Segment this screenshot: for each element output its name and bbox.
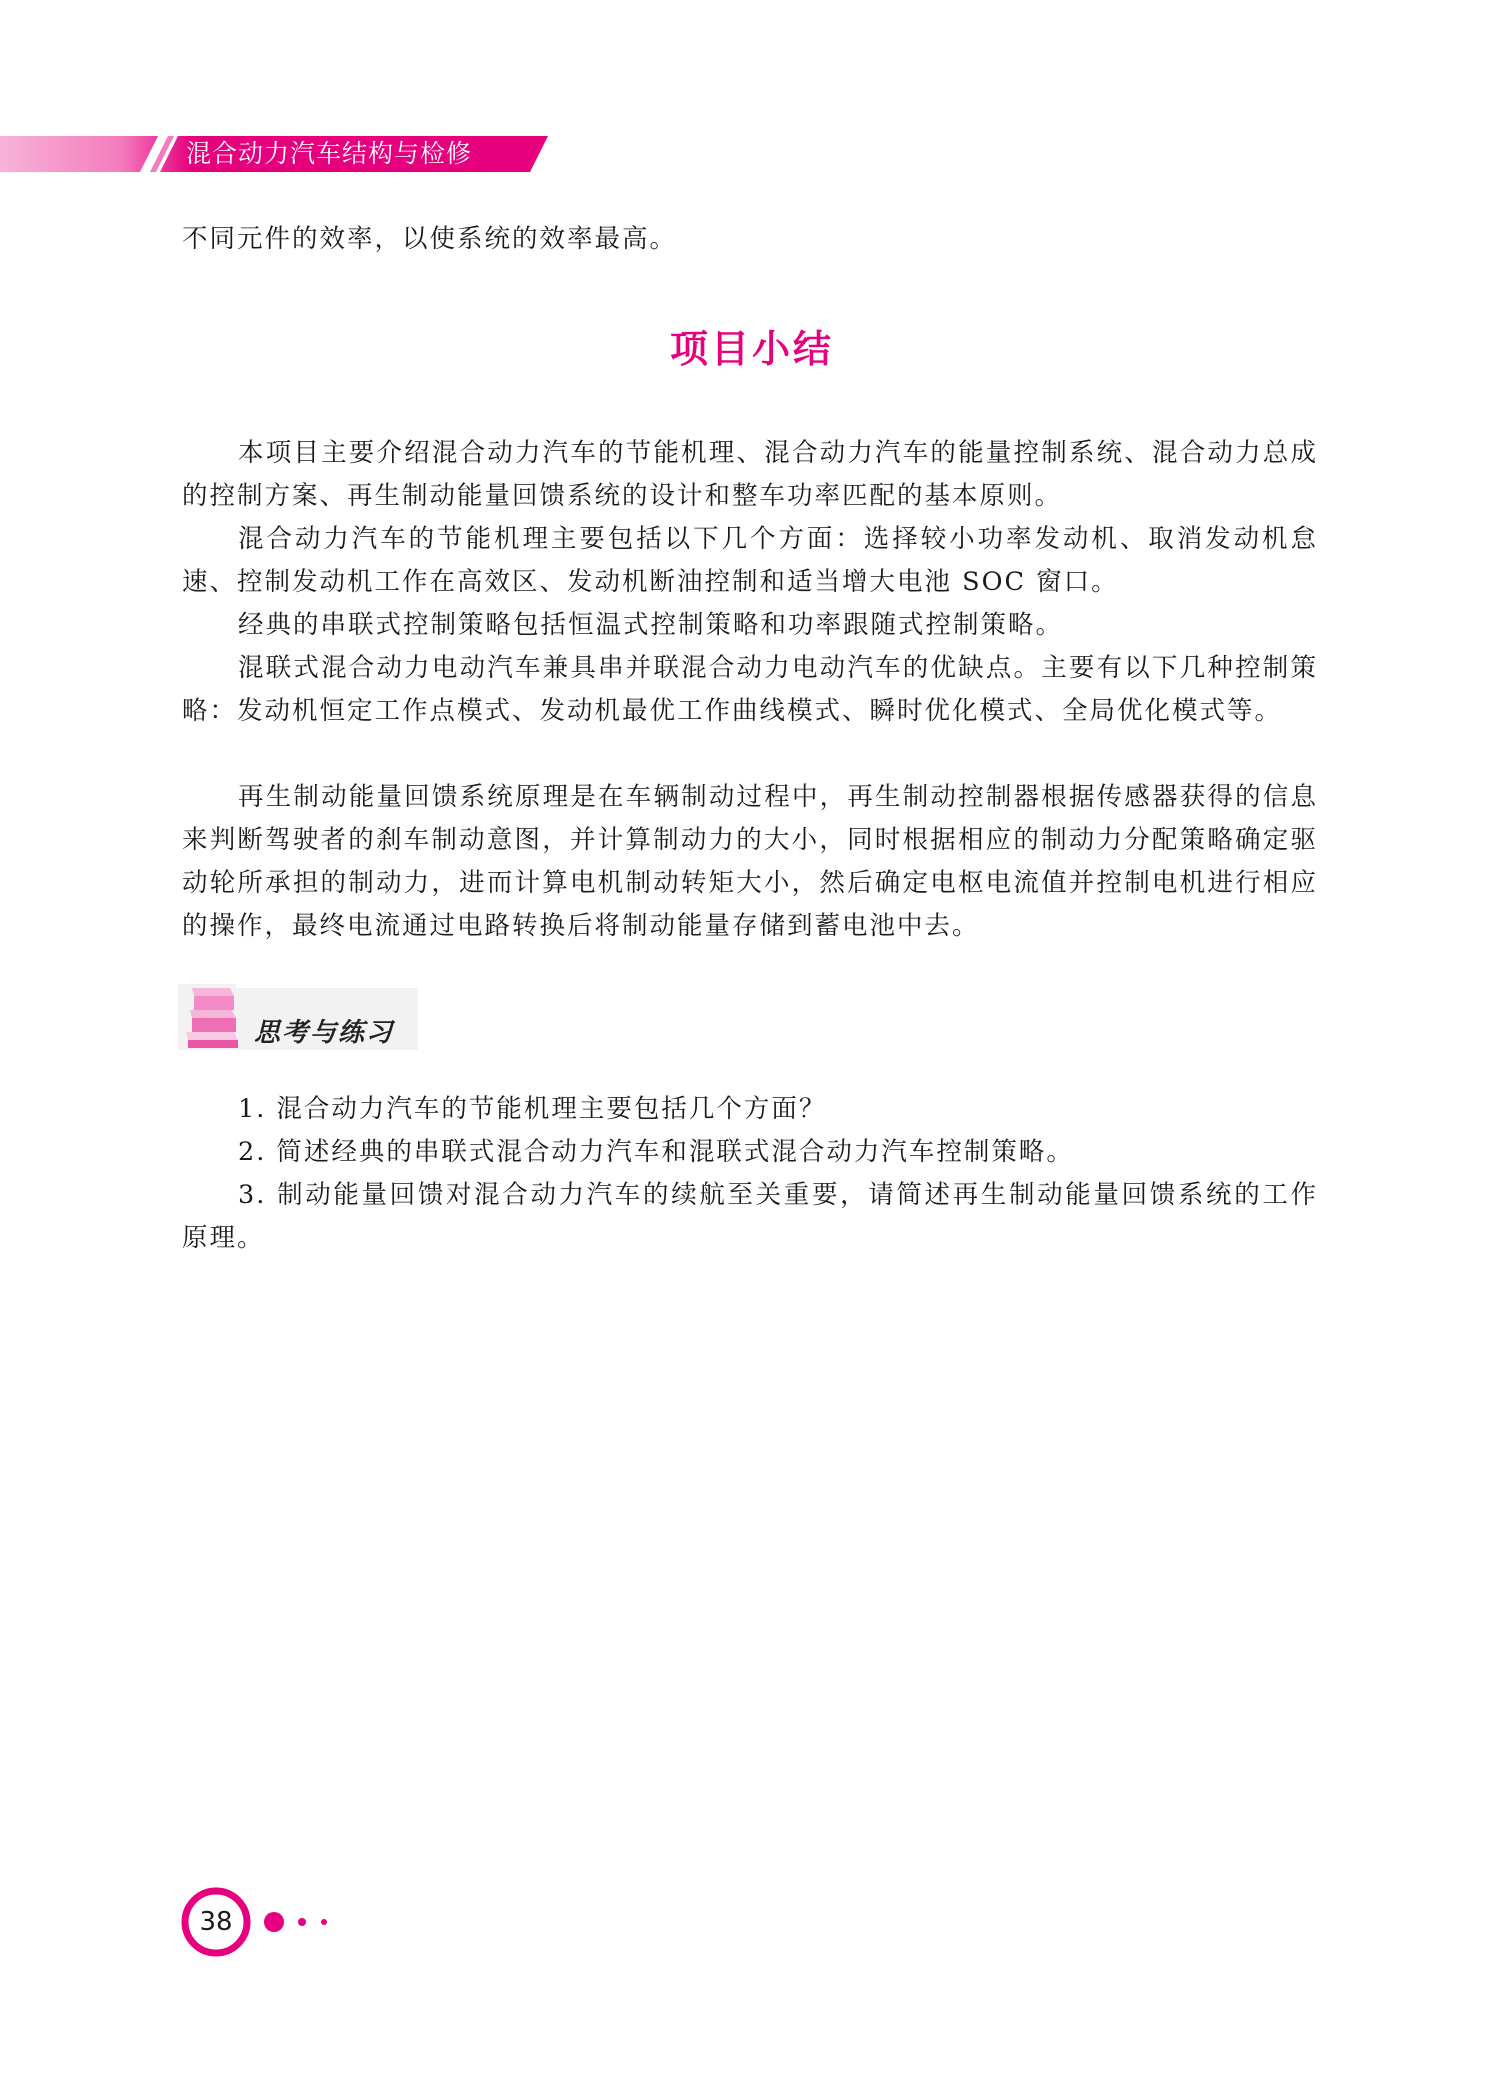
page-dots-decoration [262, 1910, 332, 1934]
page-number: 38 [199, 1907, 233, 1937]
section-title: 项目小结 [669, 327, 834, 371]
intro-line: 不同元件的效率，以使系统的效率最高。 [182, 224, 678, 254]
exercise-item-3: 3. 制动能量回馈对混合动力汽车的续航至关重要，请简述再生制动能量回馈系统的工作原理。 [182, 1180, 1318, 1253]
running-header-title: 混合动力汽车结构与检修 [186, 139, 473, 168]
summary-paragraph-3: 经典的串联式控制策略包括恒温式控制策略和功率跟随式控制策略。 [238, 610, 1064, 640]
exercise-item-1: 1. 混合动力汽车的节能机理主要包括几个方面？ [238, 1094, 827, 1124]
exercise-item-2: 2. 简述经典的串联式混合动力汽车和混联式混合动力汽车控制策略。 [238, 1137, 1074, 1167]
exercise-title: 思考与练习 [254, 1018, 395, 1048]
summary-paragraph-4: 混联式混合动力电动汽车兼具串并联混合动力电动汽车的优缺点。主要有以下几种控制策略：发动机恒定工作点模式、发动机最优工作曲线模式、瞬时优化模式、全局优化模式等。 [182, 653, 1318, 726]
summary-paragraph-2: 混合动力汽车的节能机理主要包括以下几个方面：选择较小功率发动机、取消发动机怠速、控制发动机工作在高效区、发动机断油控制和适当增大电池 SOC 窗口。 [182, 524, 1318, 597]
summary-paragraph-1: 本项目主要介绍混合动力汽车的节能机理、混合动力汽车的能量控制系统、混合动力总成的控制方案、再生制动能量回馈系统的设计和整车功率匹配的基本原则。 [182, 438, 1318, 511]
summary-paragraph-5: 再生制动能量回馈系统原理是在车辆制动过程中，再生制动控制器根据传感器获得的信息来判断驾驶者的刹车制动意图，并计算制动力的大小，同时根据相应的制动力分配策略确定驱动轮所承担的制动力，进而计算电机制动转矩大小，然后确定电枢电流值并控制电机进行相应的操作，最终电流通过电路转换后将制动能量存储到蓄电池中去。 [182, 782, 1318, 941]
